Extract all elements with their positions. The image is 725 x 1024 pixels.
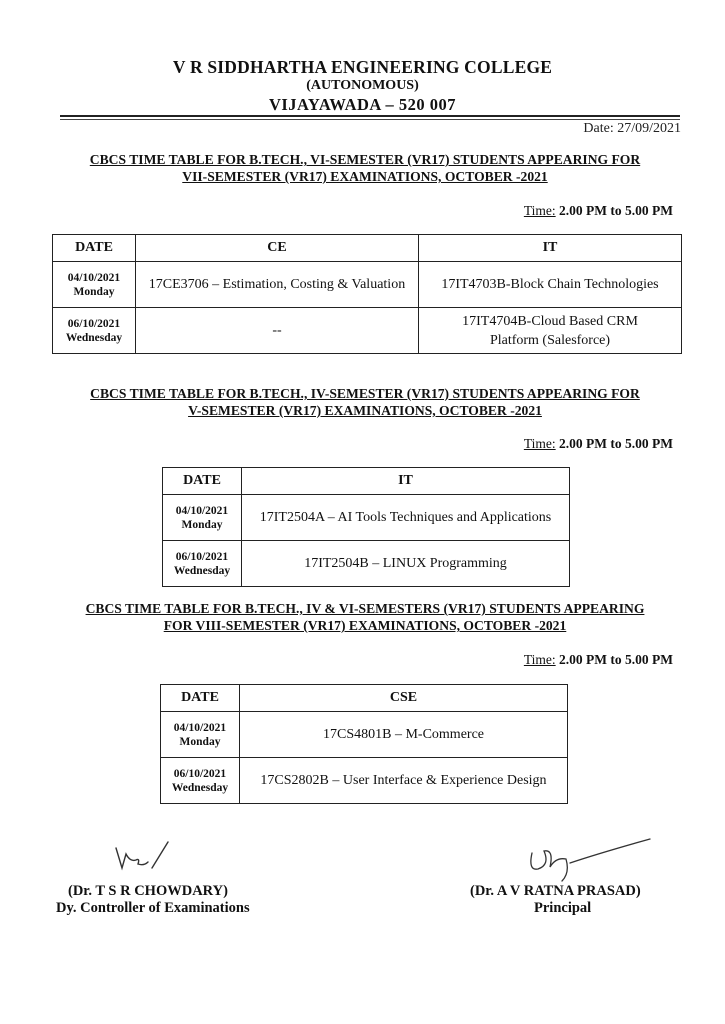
column-header-cse: CSE: [240, 685, 568, 712]
time-label: Time:: [523, 203, 556, 218]
section-3-heading: [50, 600, 680, 634]
column-header-ce: CE: [136, 235, 419, 262]
left-signatory-role: Dy. Controller of Examinations: [56, 900, 250, 916]
right-signatory-role: Principal: [534, 900, 592, 916]
subject-cell: 17CS4801B – M-Commerce: [240, 712, 568, 758]
exam-date: 06/10/2021: [175, 550, 229, 563]
table-row: [161, 712, 568, 758]
section-2-time: [524, 436, 673, 452]
section-1-table: [52, 234, 682, 354]
section-3-heading-line-1: CBCS TIME TABLE FOR B.TECH., IV & VI-SEMESTERS (VR17) STUDENTS APPEARING: [85, 601, 645, 616]
time-label: Time:: [523, 652, 556, 667]
section-1-heading: [50, 151, 680, 185]
section-3-heading-line-2: FOR VIII-SEMESTER (VR17) EXAMINATIONS, OCTOBER -2021: [163, 618, 567, 633]
subject-cell: 17CS2802B – User Interface & Experience Design: [240, 758, 568, 804]
date-cell: [163, 541, 242, 587]
header-rule-thin: [60, 119, 680, 120]
exam-day: Monday: [179, 735, 221, 748]
column-header-date: DATE: [161, 685, 240, 712]
subject-cell: 17CE3706 – Estimation, Costing & Valuation: [136, 262, 419, 308]
table-row: [163, 541, 570, 587]
column-header-date: DATE: [163, 468, 242, 495]
date-cell: [161, 758, 240, 804]
table-header-row: [161, 685, 568, 712]
exam-day: Wednesday: [173, 564, 231, 577]
section-2-heading-line-1: CBCS TIME TABLE FOR B.TECH., IV-SEMESTER (VR17) STUDENTS APPEARING FOR: [90, 386, 640, 401]
subject-cell: 17IT4703B-Block Chain Technologies: [419, 262, 682, 308]
table-row: [161, 758, 568, 804]
table-header-row: [53, 235, 682, 262]
exam-day: Monday: [73, 285, 115, 298]
table-header-row: [163, 468, 570, 495]
section-1-heading-line-1: CBCS TIME TABLE FOR B.TECH., VI-SEMESTER (VR17) STUDENTS APPEARING FOR: [89, 152, 641, 167]
document-date: Date: 27/09/2021: [583, 121, 681, 136]
exam-date: 06/10/2021: [173, 767, 227, 780]
section-1-heading-line-2: VII-SEMESTER (VR17) EXAMINATIONS, OCTOBER -2021: [182, 169, 548, 184]
subject-cell: --: [136, 308, 419, 354]
exam-day: Wednesday: [65, 331, 123, 344]
subject-cell: 17IT2504A – AI Tools Techniques and Applications: [242, 495, 570, 541]
column-header-it: IT: [419, 235, 682, 262]
right-signatory-name: (Dr. A V RATNA PRASAD): [470, 883, 641, 899]
autonomous-label: (AUTONOMOUS): [306, 78, 419, 93]
date-cell: [163, 495, 242, 541]
exam-date: 04/10/2021: [67, 271, 121, 284]
college-city: VIJAYAWADA – 520 007: [268, 95, 457, 114]
section-2-table: [162, 467, 570, 587]
time-value: 2.00 PM to 5.00 PM: [559, 436, 673, 451]
exam-date: 04/10/2021: [175, 504, 229, 517]
exam-date: 04/10/2021: [173, 721, 227, 734]
table-row: [53, 262, 682, 308]
header-rule: [60, 115, 680, 117]
time-value: 2.00 PM to 5.00 PM: [559, 652, 673, 667]
section-3-time: [524, 652, 673, 668]
date-cell: [53, 262, 136, 308]
column-header-it: IT: [242, 468, 570, 495]
table-row: [53, 308, 682, 354]
left-signature-scribble: [108, 838, 178, 878]
date-cell: [53, 308, 136, 354]
section-2-heading: [50, 385, 680, 419]
time-label: Time:: [523, 436, 556, 451]
section-3-table: [160, 684, 568, 804]
table-row: [163, 495, 570, 541]
subject-cell: 17IT4704B-Cloud Based CRM Platform (Salesforce): [419, 308, 682, 354]
section-1-time: [524, 203, 673, 219]
left-signatory-name: (Dr. T S R CHOWDARY): [68, 883, 228, 899]
time-value: 2.00 PM to 5.00 PM: [559, 203, 673, 218]
exam-day: Wednesday: [171, 781, 229, 794]
column-header-date: DATE: [53, 235, 136, 262]
exam-date: 06/10/2021: [67, 317, 121, 330]
date-cell: [161, 712, 240, 758]
section-2-heading-line-2: V-SEMESTER (VR17) EXAMINATIONS, OCTOBER -2021: [188, 403, 542, 418]
subject-cell: 17IT2504B – LINUX Programming: [242, 541, 570, 587]
college-name: V R SIDDHARTHA ENGINEERING COLLEGE: [172, 57, 553, 77]
exam-day: Monday: [181, 518, 223, 531]
